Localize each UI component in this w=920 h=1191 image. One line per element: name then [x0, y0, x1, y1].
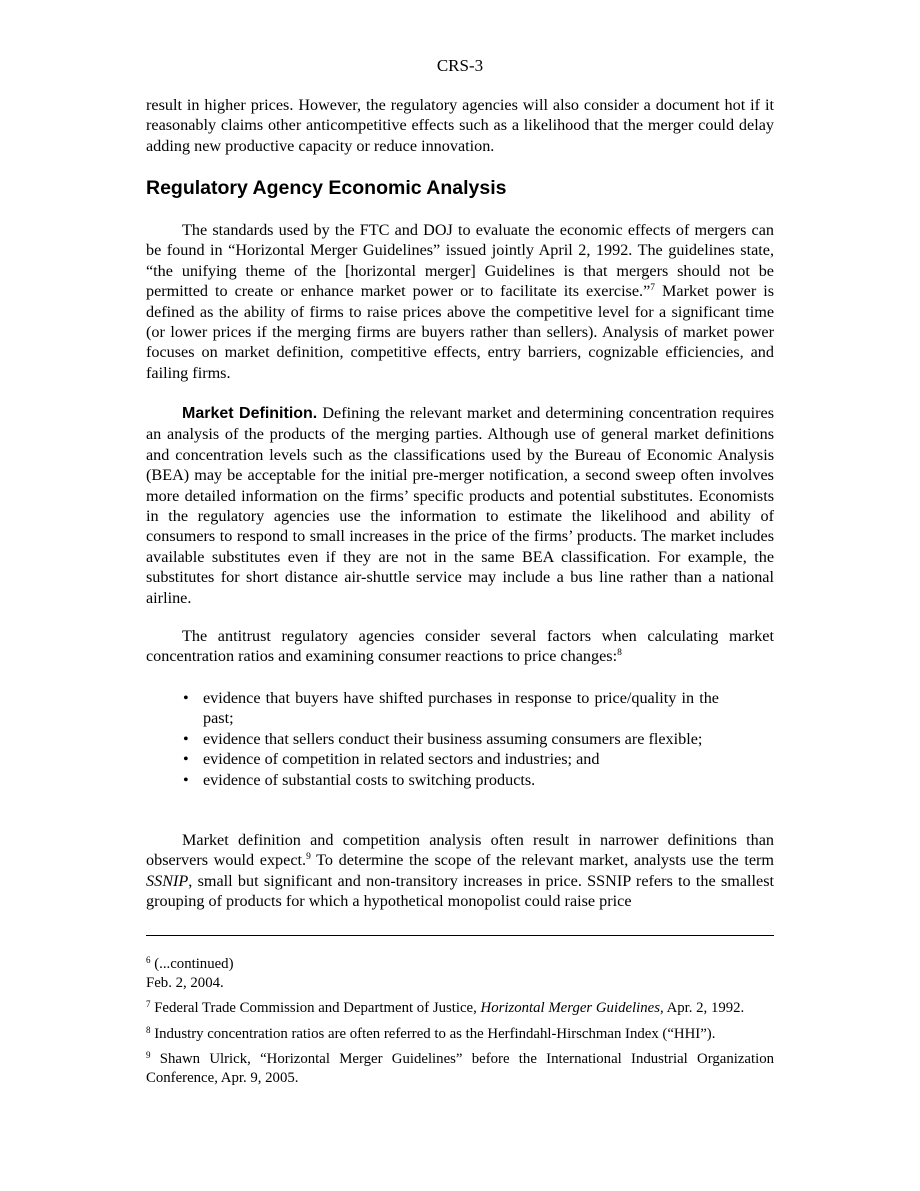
list-item: • evidence that buyers have shifted purchases in response to price/quality in the past; [183, 689, 719, 728]
footnote-divider [146, 935, 774, 936]
footnote-ref-7[interactable]: 7 [650, 283, 656, 294]
footnotes [146, 955, 774, 1094]
footnote-7: $^7$ Federal Trade Commission and Department of Justice, Horizontal Merger Guidelines, Apr. 2, 1992. [146, 999, 745, 1016]
bullet-icon: • [183, 689, 189, 707]
list-item: • evidence of competition in related sectors and industries; and [183, 750, 600, 769]
footnote-8: $^8$ Industry concentration ratios are often referred to as the Herfindahl-Hirschman Index (“HHI”). [146, 1024, 716, 1042]
paragraph-factors [146, 626, 774, 667]
paragraph-market-definition [146, 403, 774, 608]
continued-paragraph [146, 95, 774, 156]
market-definition-heading: Market Definition. [182, 405, 318, 422]
footnote-9: $^9$ Shawn Ulrick, “Horizontal Merger Guidelines” before the International Industrial Organization Conference, Apr. 9, 2005. [146, 1050, 774, 1086]
paragraph-guidelines-text-cont: Market power is defined as the ability of firms to raise prices above the competitive level for a significant time (or lower prices if the merging firms are buyers rather than sellers). Analysis of market power focuses on market definition, competitive effects, entry barriers, cognizable efficiencies, and failing firms. [146, 282, 775, 382]
ssnip-term: SSNIP [146, 871, 189, 890]
bullet-icon: • [183, 770, 189, 789]
section-heading: Regulatory Agency Economic Analysis [146, 177, 507, 199]
bullet-icon: • [183, 729, 189, 748]
footnote-ref-8[interactable]: 8 [617, 648, 622, 659]
paragraph-ssnip-text: Market definition and competition analysis often result in narrower definitions than observers would expect. [146, 831, 774, 870]
factor-list [183, 688, 719, 790]
footnote-6: $^6$ (...continued) Feb. 2, 2004. [146, 955, 234, 991]
page-header: CRS-3 [436, 56, 484, 75]
paragraph-guidelines-text: The standards used by the FTC and DOJ to evaluate the economic effects of mergers can be found in “Horizontal Merger Guidelines” issued jointly April 2, 1992. The guidelines state, “the unifying theme of the [horizontal merger] Guidelines is that mergers should not be permitted to create or enhance market power or to facilitate its exercise.” [146, 221, 774, 301]
bullet-icon: • [183, 750, 189, 769]
continued-paragraph-text: result in higher prices. However, the regulatory agencies will also consider a document hot if it reasonably claims other anticompetitive effects such as a likelihood that the merger could delay adding new productive capacity or reduce innovation. [146, 96, 774, 155]
paragraph-ssnip: Market definition and competition analysis often result in narrower definitions than observers would expect.$^9$ To determine the scope of the relevant market, analysts use the term SSNIP, small but significant and non-transitory increases in price. SSNIP refers to the smallest grouping of products for which a hypothetical monopolist could raise price [146, 831, 774, 911]
list-item: • evidence of substantial costs to switching products. [183, 770, 536, 789]
market-definition-text: Defining the relevant market and determining concentration requires an analysis of the products of the merging parties. Although use of general market definitions and concentration levels such as the classifications used by the Bureau of Economic Analysis (BEA) may be acceptable for the initial pre-merger notification, a second sweep often involves more detailed information on the firms’ specific products and potential substitutes. Economists in the regulatory agencies use the information to estimate the likelihood and ability of consumers to respond to small increases in the price of the firms’ products. The market includes available substitutes even if they are not in the same BEA classification. For example, the substitutes for short distance air-shuttle service may include a bus line rather than a national airline. [146, 404, 774, 607]
list-item: • evidence that sellers conduct their business assuming consumers are flexible; [183, 729, 703, 748]
footnote-ref-9[interactable]: 9 [306, 852, 311, 863]
paragraph-guidelines [146, 220, 774, 383]
paragraph-factors-text: The antitrust regulatory agencies consider several factors when calculating market concentration ratios and examining consumer reactions to price changes: [146, 627, 774, 666]
